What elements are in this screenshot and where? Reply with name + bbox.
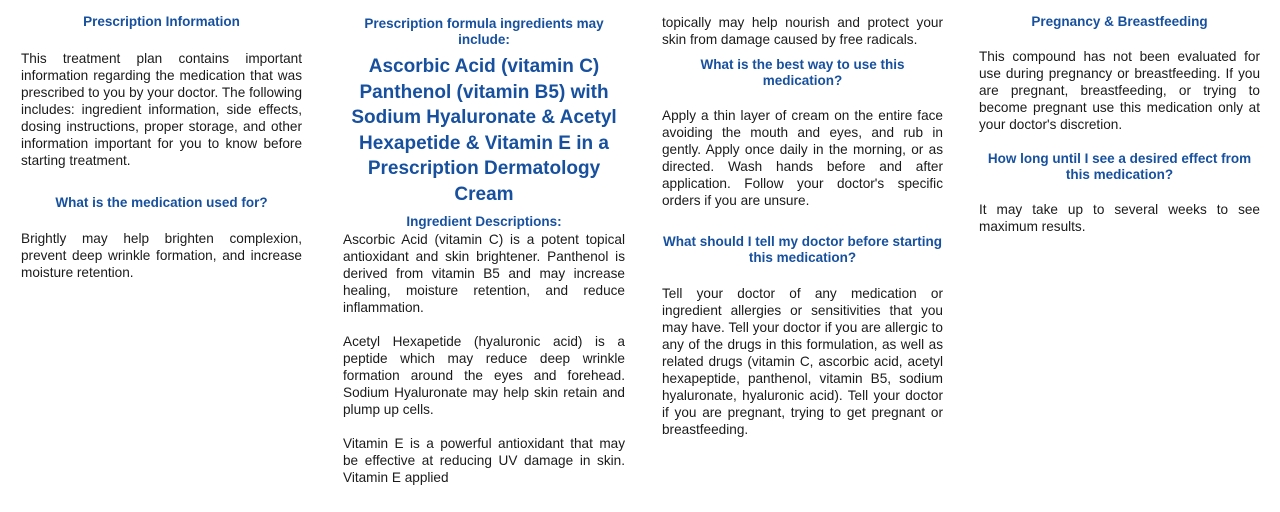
column-prescription-info (21, 14, 302, 281)
paragraph-medication-use: Brightly may help brighten complexion, prevent deep wrinkle formation, and increase moisture retention. (21, 231, 302, 280)
heading-time-to-effect: How long until I see a desired effect from this medication? (987, 151, 1252, 182)
heading-best-way-to-use: What is the best way to use this medication? (700, 57, 905, 88)
heading-medication-use: What is the medication used for? (55, 195, 268, 210)
heading-formula-ingredients: Prescription formula ingredients may include: (364, 16, 604, 47)
paragraph-vitamin-e: Vitamin E is a powerful antioxidant that may be effective at reducing UV damage in skin. Vitamin E applied (343, 436, 625, 485)
paragraph-application-directions: Apply a thin layer of cream on the entire face avoiding the mouth and eyes, and rub in gently. Apply once daily in the morning, or as directed. Wash hands before and after application. Follow your doctor's specific orders if you are unsure. (662, 108, 943, 208)
paragraph-pregnancy-warning: This compound has not been evaluated for use during pregnancy or breastfeeding. If you are pregnant, breastfeeding, or trying to become pregnant use this medication only at your doctor's discretion. (979, 49, 1260, 132)
paragraph-acetyl-hexapetide: Acetyl Hexapetide (hyaluronic acid) is a peptide which may reduce deep wrinkle formation around the eyes and forehead. Sodium Hyaluronate may help skin retain and plump up cells. (343, 334, 625, 417)
heading-prescription-information: Prescription Information (83, 14, 240, 29)
column-usage (662, 14, 943, 438)
paragraph-time-to-effect: It may take up to several weeks to see maximum results. (979, 202, 1260, 234)
column-pregnancy (979, 14, 1260, 235)
paragraph-allergies-warning: Tell your doctor of any medication or ingredient allergies or sensitivities that you may have. Tell your doctor if you are allergic to any of the drugs in this formulation, as well as related drugs (vitamin C, ascorbic acid, acetyl hexapeptide, panthenol, vitamin B5, sodium hyaluronate, hyaluronic acid). Tell your doctor if you are pregnant, trying to get pregnant or breastfeeding. (662, 286, 943, 437)
heading-ingredient-descriptions: Ingredient Descriptions: (406, 214, 562, 229)
heading-tell-doctor: What should I tell my doctor before starting this medication? (662, 234, 943, 265)
paragraph-vitamin-c-panthenol: Ascorbic Acid (vitamin C) is a potent topical antioxidant and skin brightener. Panthenol is derived from vitamin B5 and may increase healing, moisture retention, and reduce inflammation. (343, 232, 625, 315)
paragraph-plan-intro: This treatment plan contains important information regarding the medication that was prescribed to you by your doctor. The following includes: ingredient information, side effects, dosing instructions, proper storage, and other information important for you to know before starting treatment. (21, 51, 302, 168)
paragraph-vitamin-e-continued: topically may help nourish and protect your skin from damage caused by free radicals. (662, 15, 943, 47)
column-ingredients (343, 16, 625, 486)
formula-name: Ascorbic Acid (vitamin C) Panthenol (vitamin B5) with Sodium Hyaluronate & Acetyl Hexapetide & Vitamin E in a Prescription Dermatology Cream (351, 56, 617, 205)
heading-pregnancy-breastfeeding: Pregnancy & Breastfeeding (1031, 14, 1208, 29)
